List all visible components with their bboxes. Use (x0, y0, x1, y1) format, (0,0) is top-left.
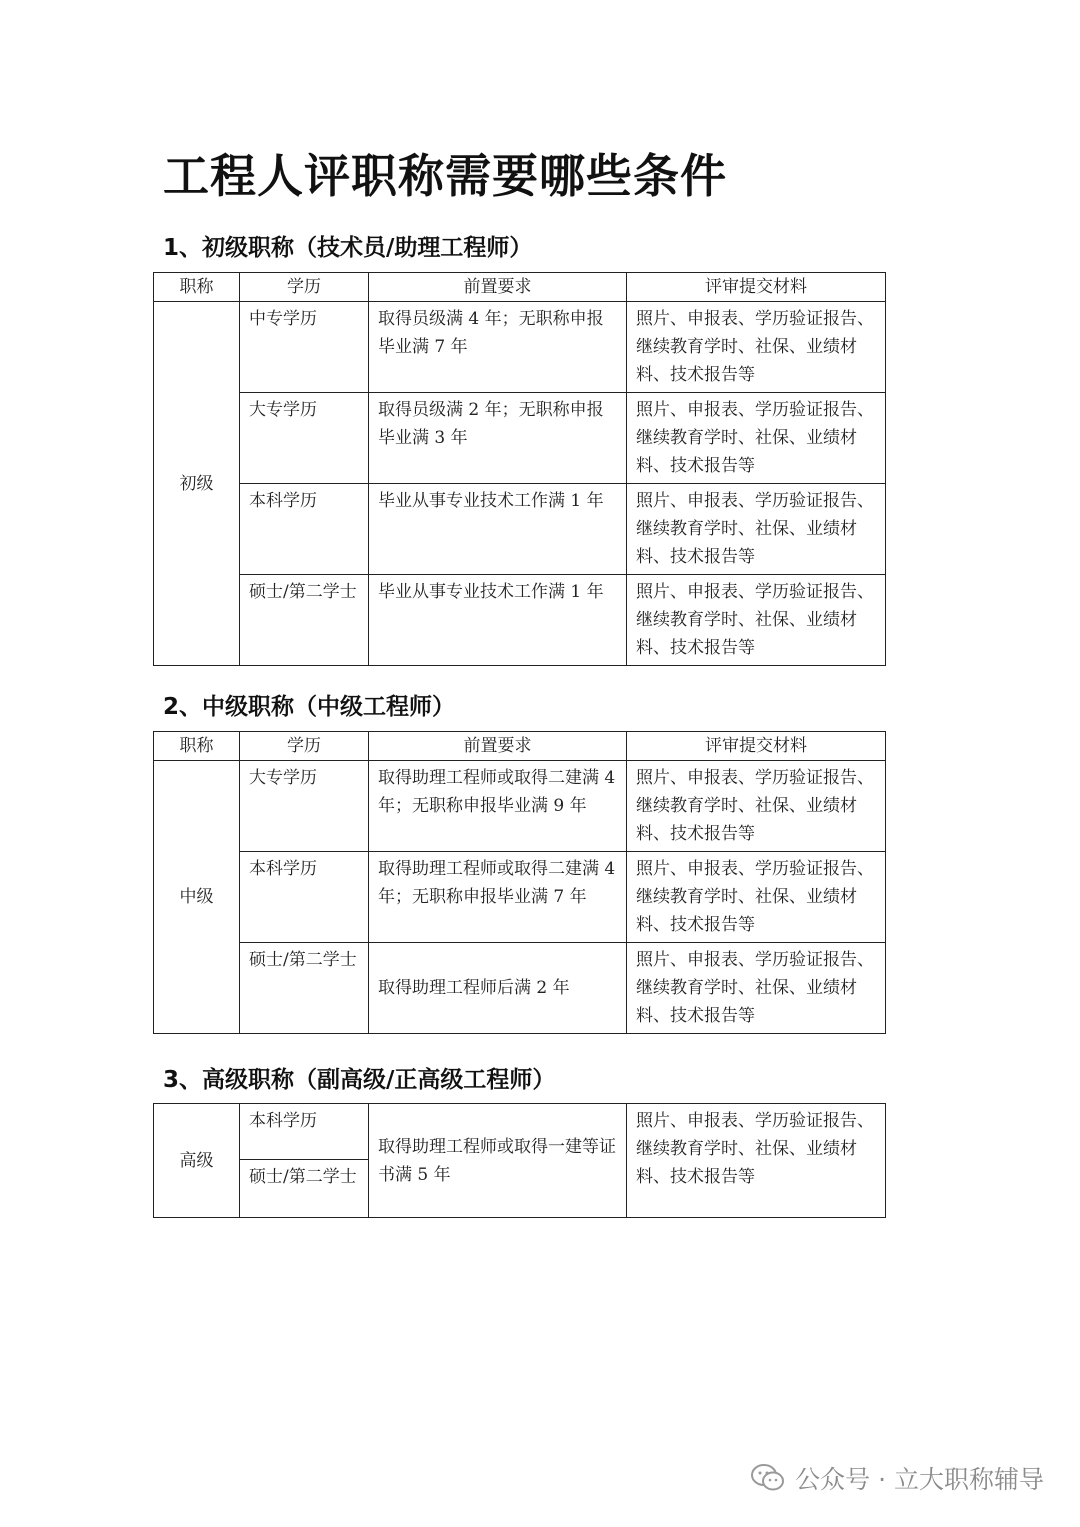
requirement-cell: 取得员级满 2 年；无职称申报毕业满 3 年 (369, 393, 627, 484)
header-title: 职称 (154, 732, 240, 761)
materials-cell: 照片、申报表、学历验证报告、继续教育学时、社保、业绩材料、技术报告等 (627, 852, 886, 943)
senior-title-table (153, 1103, 886, 1218)
education-cell: 硕士/第二学士 (240, 575, 369, 666)
table-row (154, 393, 886, 484)
table-row (154, 852, 886, 943)
table-row (154, 575, 886, 666)
materials-cell: 照片、申报表、学历验证报告、继续教育学时、社保、业绩材料、技术报告等 (627, 943, 886, 1034)
materials-cell: 照片、申报表、学历验证报告、继续教育学时、社保、业绩材料、技术报告等 (627, 761, 886, 852)
level-cell: 初级 (154, 302, 240, 666)
education-cell: 硕士/第二学士 (240, 943, 369, 1034)
table-row (154, 302, 886, 393)
materials-cell: 照片、申报表、学历验证报告、继续教育学时、社保、业绩材料、技术报告等 (627, 1104, 886, 1218)
section-heading-junior: 1、初级职称（技术员/助理工程师） (163, 235, 533, 261)
materials-cell: 照片、申报表、学历验证报告、继续教育学时、社保、业绩材料、技术报告等 (627, 393, 886, 484)
requirement-cell: 取得助理工程师后满 2 年 (369, 943, 627, 1034)
level-cell: 高级 (154, 1104, 240, 1218)
requirement-cell: 取得助理工程师或取得一建等证书满 5 年 (369, 1104, 627, 1218)
requirement-cell: 毕业从事专业技术工作满 1 年 (369, 484, 627, 575)
junior-title-table (153, 272, 886, 666)
education-cell: 本科学历 (240, 484, 369, 575)
requirement-cell: 取得助理工程师或取得二建满 4 年；无职称申报毕业满 7 年 (369, 852, 627, 943)
education-cell: 大专学历 (240, 761, 369, 852)
wechat-icon (751, 1463, 785, 1493)
watermark-text: 公众号 · 立大职称辅导 (795, 1465, 1044, 1494)
education-cell: 本科学历 (240, 852, 369, 943)
watermark (751, 1460, 1044, 1496)
table-row (154, 1104, 886, 1160)
education-cell: 大专学历 (240, 393, 369, 484)
table-row (154, 484, 886, 575)
header-education: 学历 (240, 273, 369, 302)
materials-cell: 照片、申报表、学历验证报告、继续教育学时、社保、业绩材料、技术报告等 (627, 484, 886, 575)
requirement-cell: 取得助理工程师或取得二建满 4 年；无职称申报毕业满 9 年 (369, 761, 627, 852)
header-requirement: 前置要求 (369, 732, 627, 761)
header-materials: 评审提交材料 (627, 273, 886, 302)
header-materials: 评审提交材料 (627, 732, 886, 761)
header-requirement: 前置要求 (369, 273, 627, 302)
table-header-row (154, 273, 886, 302)
education-cell: 本科学历 (240, 1104, 369, 1160)
table-header-row (154, 732, 886, 761)
intermediate-title-table (153, 731, 886, 1034)
section-heading-senior: 3、高级职称（副高级/正高级工程师） (163, 1067, 556, 1093)
education-cell: 中专学历 (240, 302, 369, 393)
materials-cell: 照片、申报表、学历验证报告、继续教育学时、社保、业绩材料、技术报告等 (627, 302, 886, 393)
level-cell: 中级 (154, 761, 240, 1034)
table-row (154, 943, 886, 1034)
materials-cell: 照片、申报表、学历验证报告、继续教育学时、社保、业绩材料、技术报告等 (627, 575, 886, 666)
header-title: 职称 (154, 273, 240, 302)
education-cell: 硕士/第二学士 (240, 1160, 369, 1218)
section-heading-intermediate: 2、中级职称（中级工程师） (163, 694, 456, 720)
page-title: 工程人评职称需要哪些条件 (163, 149, 727, 203)
header-education: 学历 (240, 732, 369, 761)
table-row (154, 761, 886, 852)
requirement-cell: 毕业从事专业技术工作满 1 年 (369, 575, 627, 666)
requirement-cell: 取得员级满 4 年；无职称申报毕业满 7 年 (369, 302, 627, 393)
